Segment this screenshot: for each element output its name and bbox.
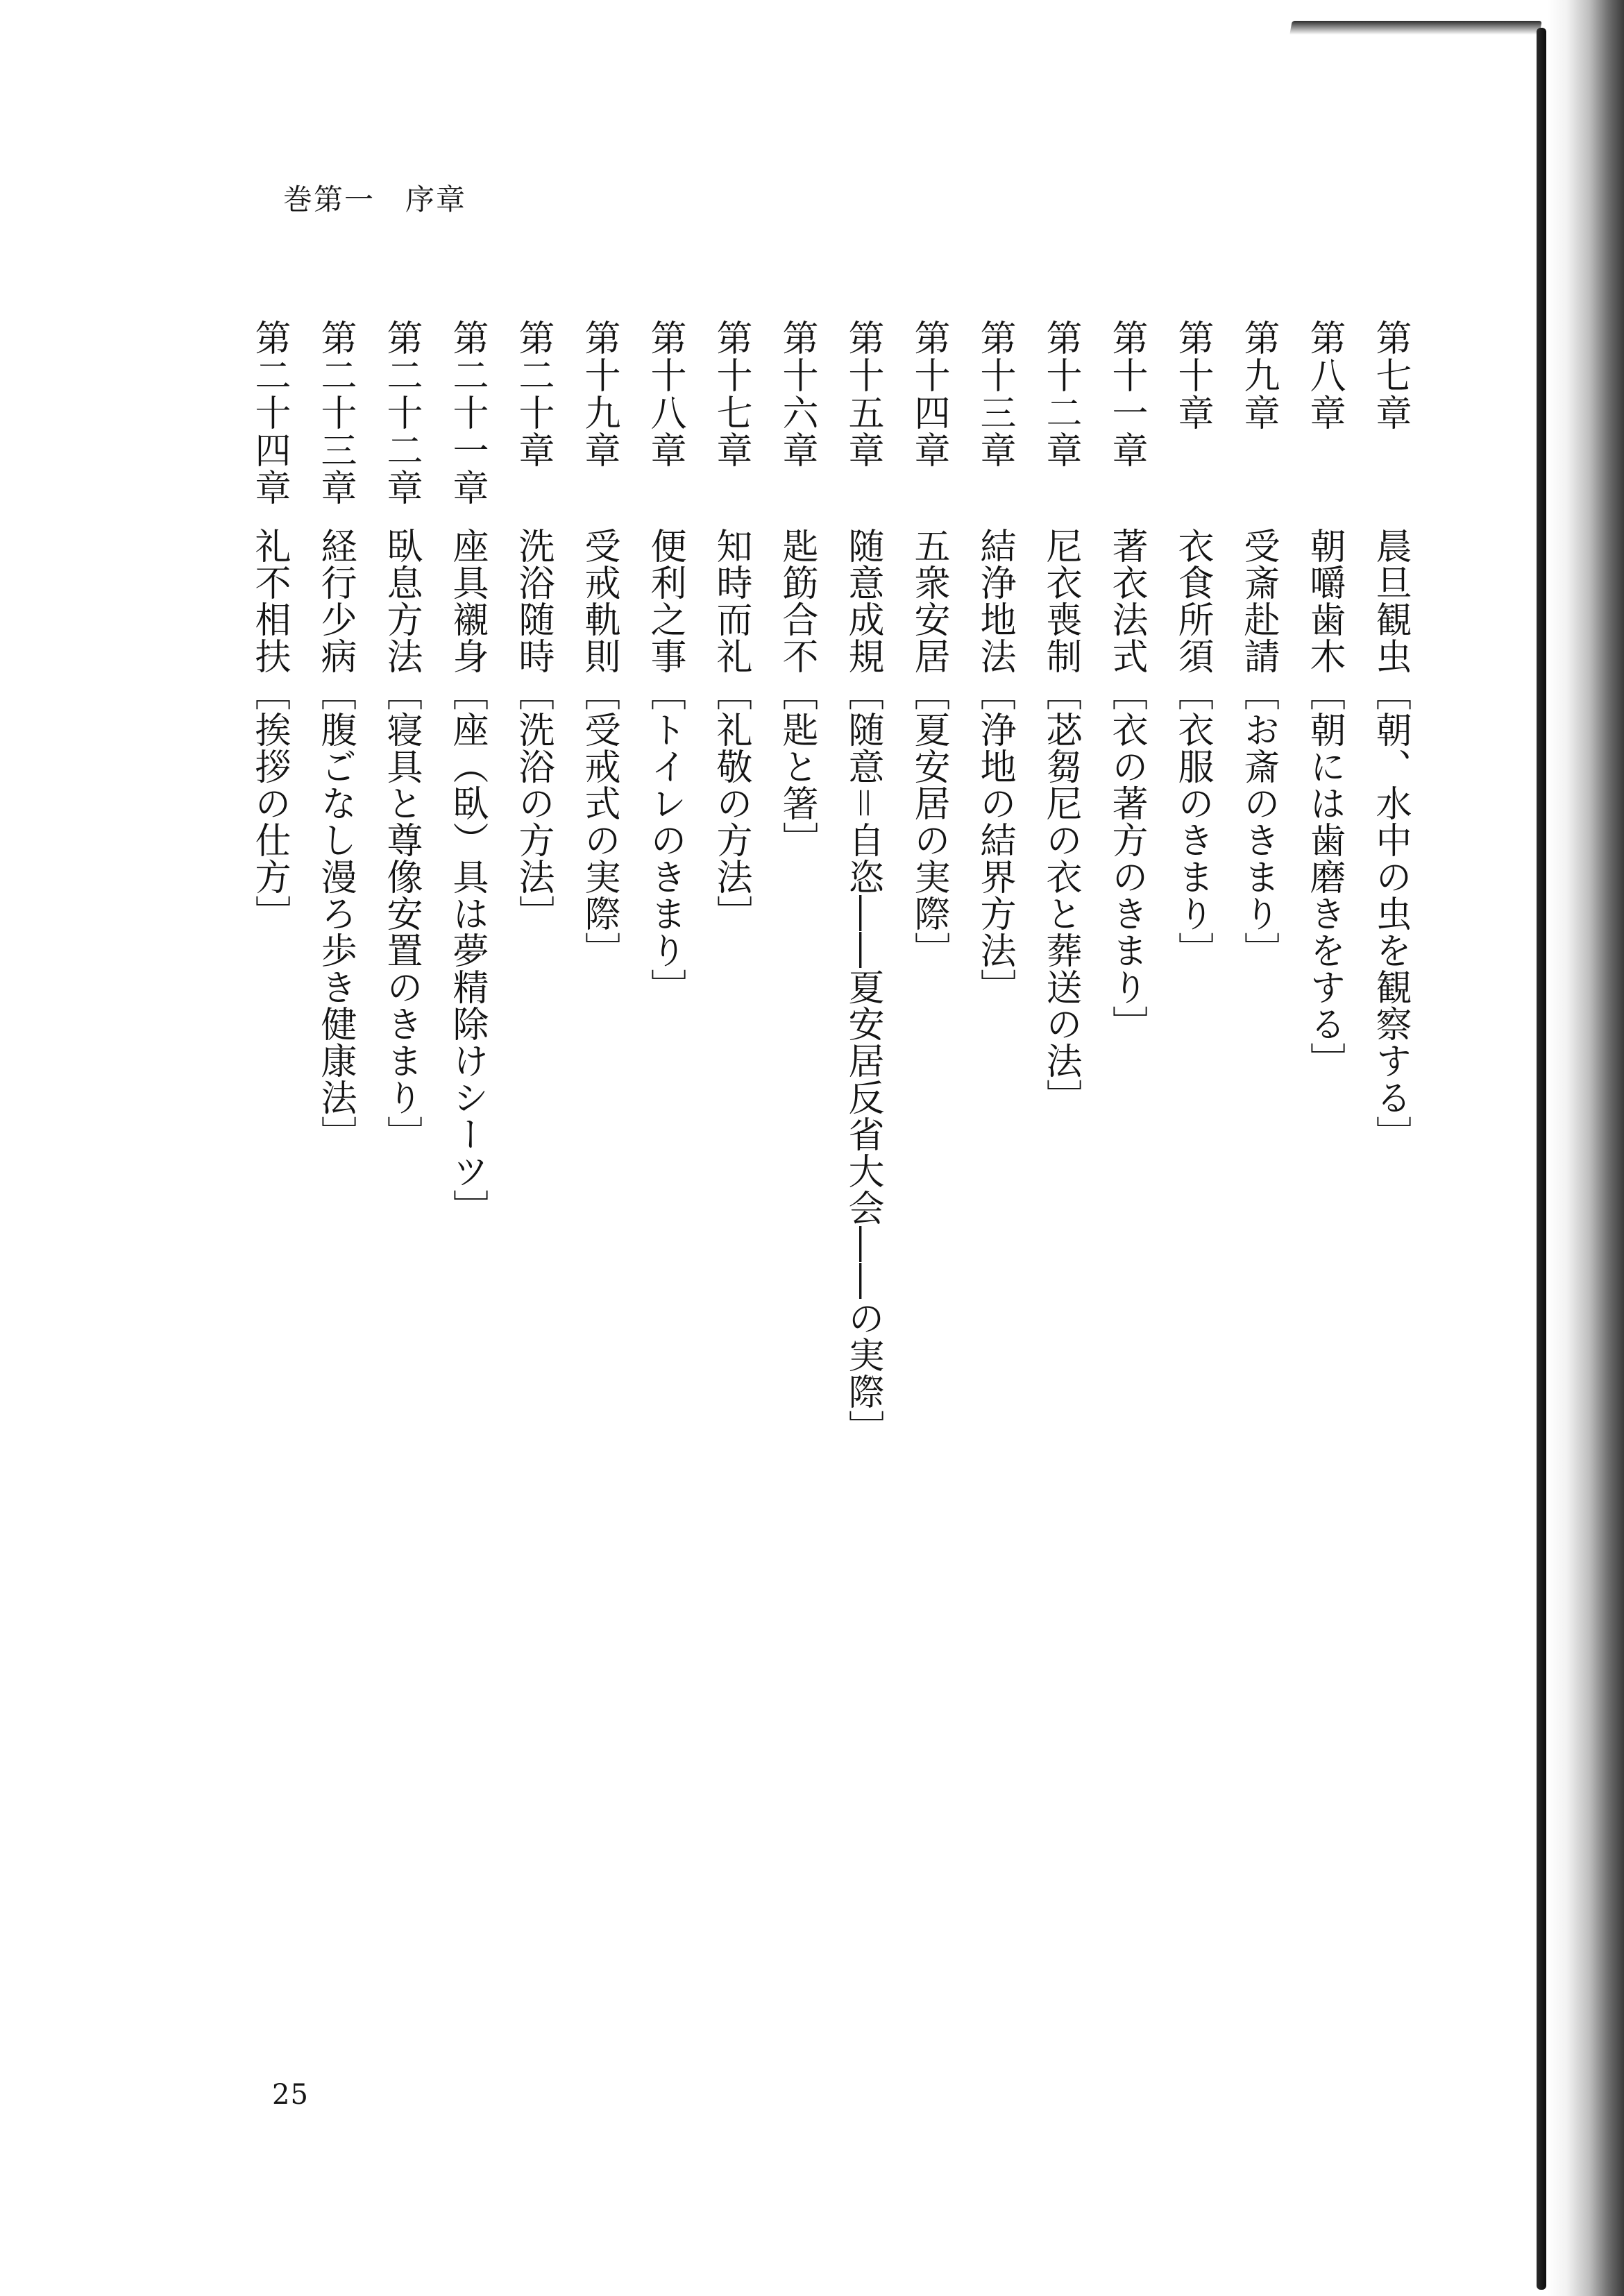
chapter-title: 座具襯身［座（臥）具は夢精除けシーツ］ — [446, 527, 488, 1226]
chapter-number: 第二十四章 — [248, 319, 290, 507]
toc-entry — [1159, 319, 1225, 1263]
table-of-contents — [248, 319, 1423, 1447]
toc-entry — [895, 319, 961, 1263]
binding-edge-line — [1537, 28, 1546, 2290]
toc-entry — [961, 319, 1027, 1263]
chapter-title: 経行少病［腹ごなし漫ろ歩き健康法］ — [314, 527, 356, 1153]
chapter-number: 第十章 — [1172, 319, 1213, 432]
chapter-number: 第二十一章 — [446, 319, 488, 507]
chapter-number: 第七章 — [1369, 319, 1411, 432]
running-header: 巻第一 序章 — [283, 182, 467, 216]
binding-gutter — [1548, 0, 1624, 2296]
chapter-title: 晨旦観虫［朝、水中の虫を観察する］ — [1369, 527, 1411, 1153]
chapter-title: 結浄地法［浄地の結界方法］ — [974, 527, 1015, 1005]
chapter-title: 便利之事［トイレのきまり］ — [644, 527, 686, 1005]
chapter-number: 第二十二章 — [380, 319, 422, 507]
chapter-title: 尼衣喪制［苾芻尼の衣と葬送の法］ — [1040, 527, 1081, 1116]
toc-entry — [302, 319, 368, 1263]
toc-entry — [1027, 319, 1093, 1263]
toc-entry — [1093, 319, 1159, 1263]
toc-entry — [236, 319, 302, 1263]
toc-entry — [500, 319, 566, 1263]
chapter-number: 第十三章 — [974, 319, 1015, 469]
chapter-number: 第十五章 — [842, 319, 883, 469]
chapter-title: 臥息方法［寝具と尊像安置のきまり］ — [380, 527, 422, 1153]
toc-entry — [1291, 319, 1357, 1263]
chapter-title: 受戒軌則［受戒式の実際］ — [578, 527, 620, 969]
chapter-number: 第十四章 — [908, 319, 949, 469]
toc-entry — [1225, 319, 1291, 1263]
chapter-title: 礼不相扶［挨拶の仕方］ — [248, 527, 290, 932]
chapter-number: 第十七章 — [710, 319, 752, 469]
chapter-number: 第十九章 — [578, 319, 620, 469]
chapter-title: 衣食所須［衣服のきまり］ — [1172, 527, 1213, 969]
chapter-number: 第二十三章 — [314, 319, 356, 507]
toc-entry — [1357, 319, 1423, 1263]
chapter-title: 知時而礼［礼敬の方法］ — [710, 527, 752, 932]
binding-edge-top — [1289, 21, 1542, 35]
toc-entry — [763, 319, 829, 1263]
chapter-title: 随意成規［随意＝自恣――夏安居反省大会――の実際］ — [842, 527, 883, 1447]
page-number: 25 — [272, 2079, 309, 2111]
chapter-number: 第十二章 — [1040, 319, 1081, 469]
chapter-number: 第九章 — [1237, 319, 1279, 432]
toc-entry — [632, 319, 697, 1263]
chapter-title: 著衣法式［衣の著方のきまり］ — [1106, 527, 1147, 1042]
chapter-title: 洗浴随時［洗浴の方法］ — [512, 527, 554, 932]
toc-entry — [566, 319, 632, 1263]
chapter-title: 受斎赴請［お斎のきまり］ — [1237, 527, 1279, 969]
chapter-number: 第十六章 — [776, 319, 818, 469]
toc-entry — [697, 319, 763, 1263]
toc-entry — [434, 319, 500, 1263]
chapter-number: 第八章 — [1303, 319, 1345, 432]
chapter-number: 第十一章 — [1106, 319, 1147, 469]
toc-entry — [829, 319, 895, 1447]
chapter-title: 五衆安居［夏安居の実際］ — [908, 527, 949, 969]
toc-entry — [368, 319, 434, 1263]
chapter-number: 第十八章 — [644, 319, 686, 469]
chapter-title: 匙筯合不［匙と箸］ — [776, 527, 818, 858]
chapter-number: 第二十章 — [512, 319, 554, 469]
chapter-title: 朝嚼歯木［朝には歯磨きをする］ — [1303, 527, 1345, 1079]
